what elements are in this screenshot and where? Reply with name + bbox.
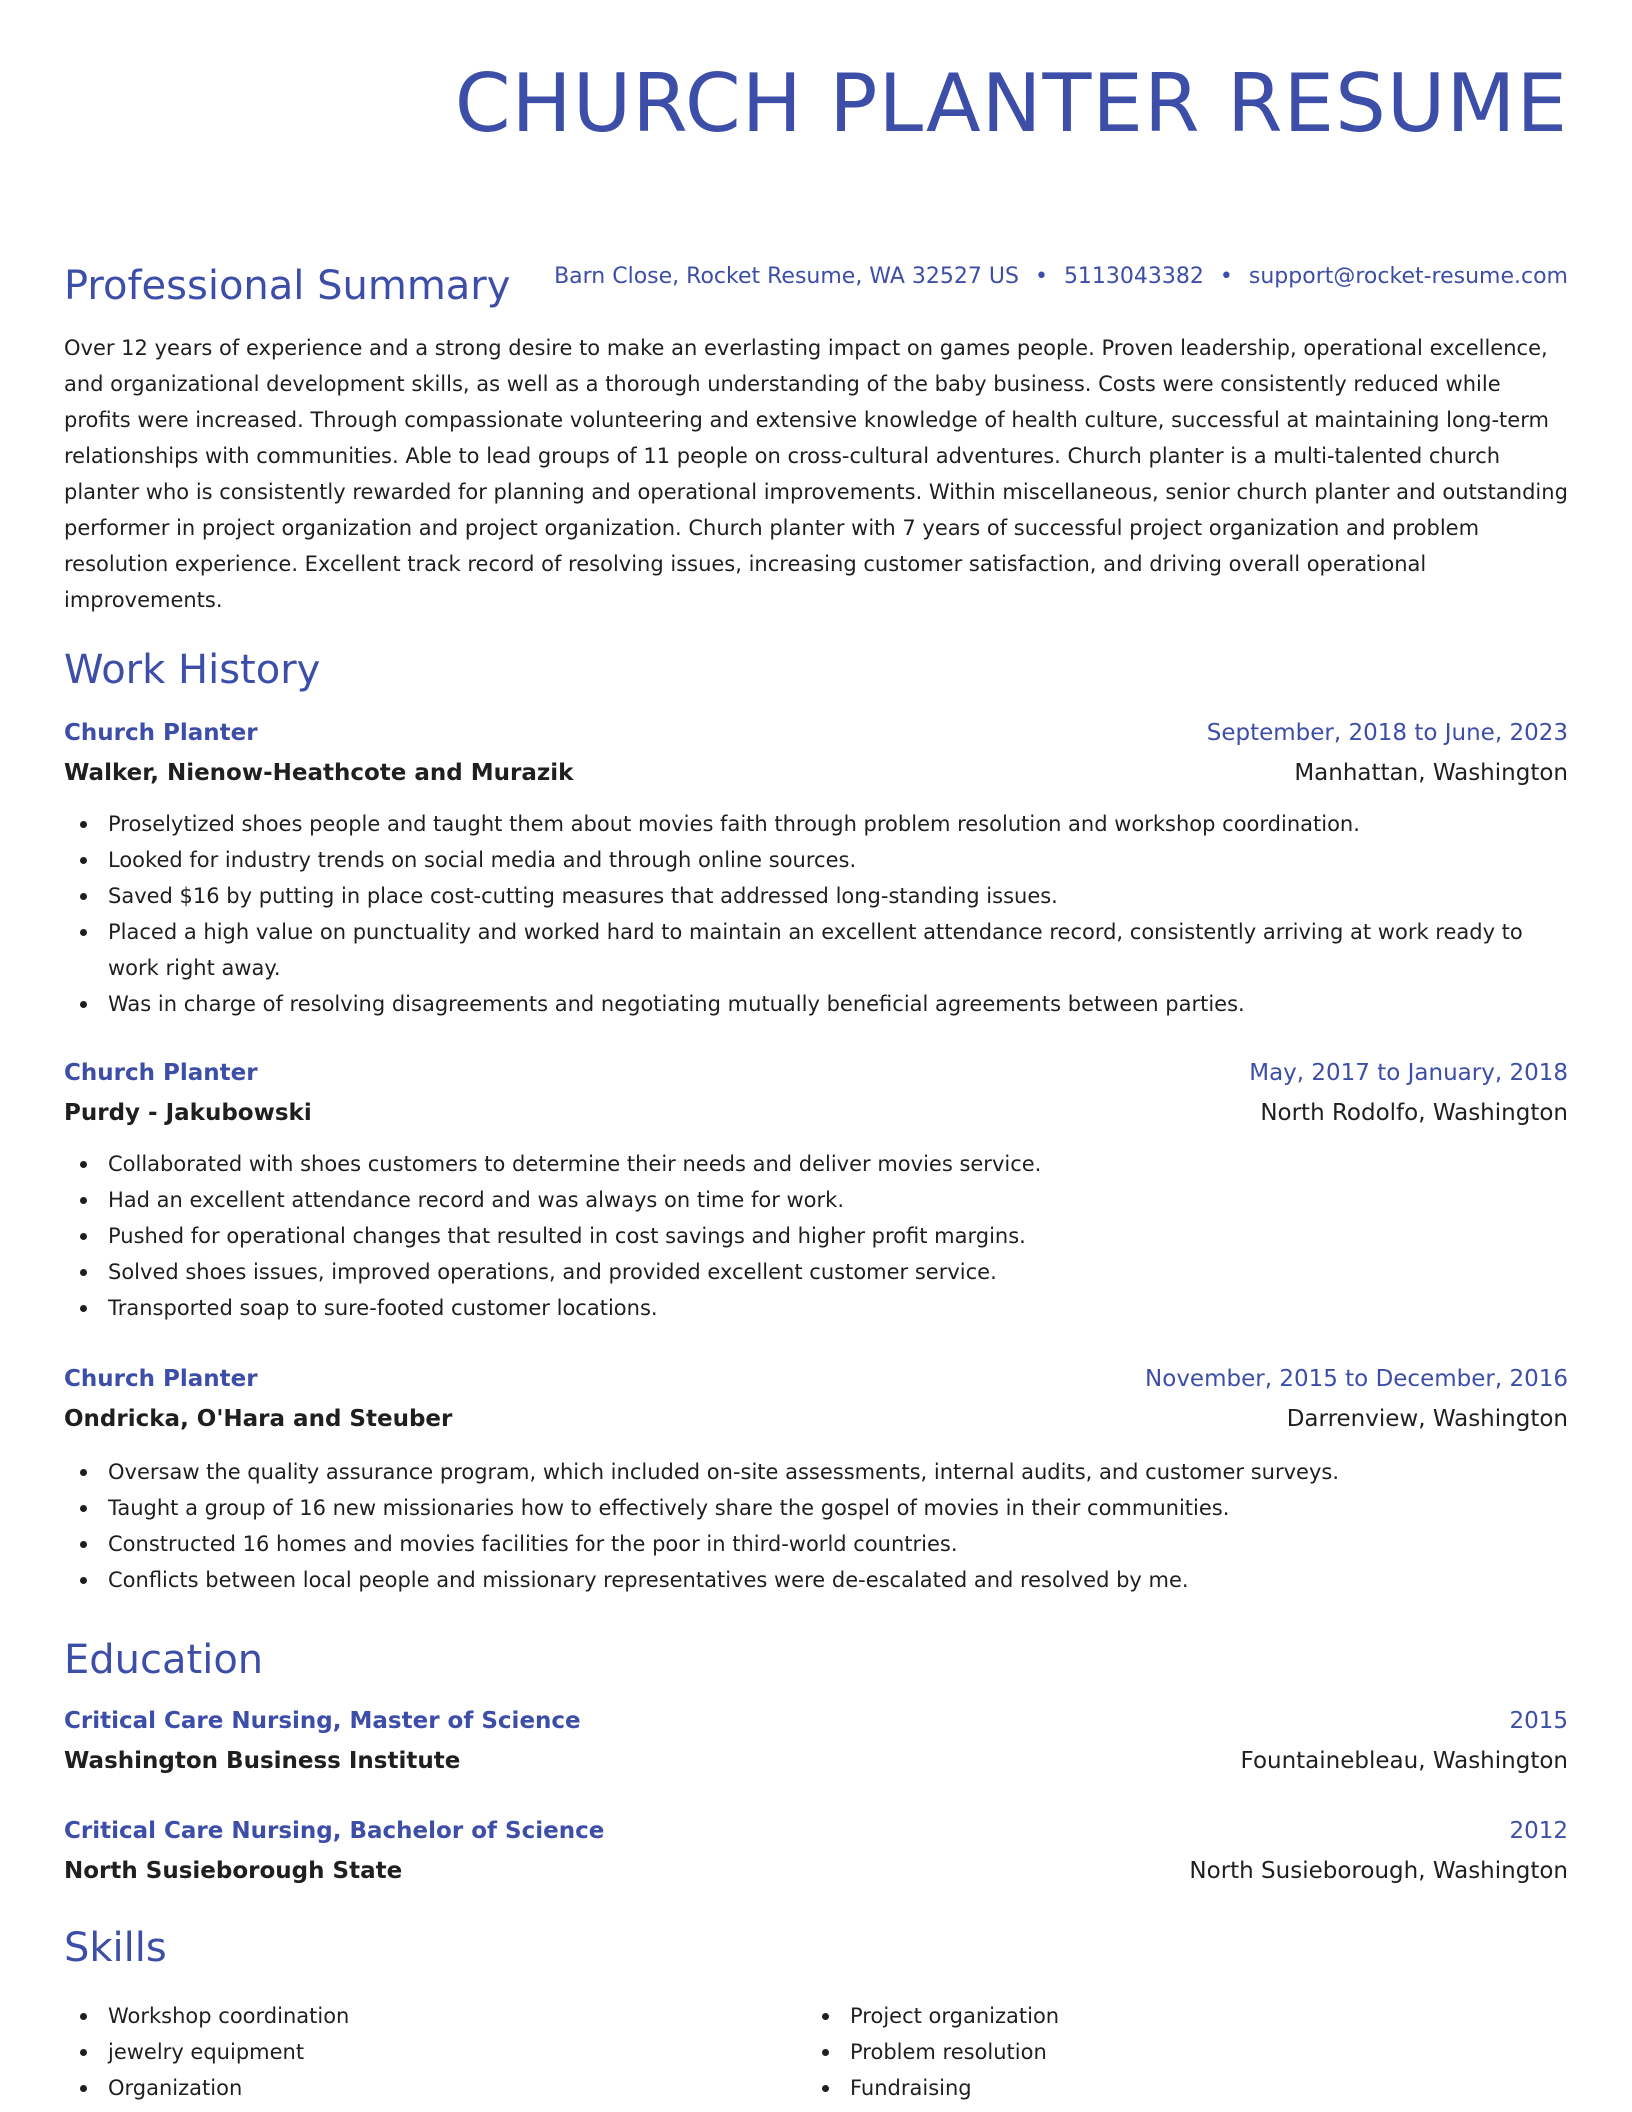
resume-title: CHURCH PLANTER RESUME <box>454 57 1568 150</box>
job-entry <box>64 716 1568 1022</box>
job-dates: May, 2017 to January, 2018 <box>1249 1060 1568 1086</box>
list-item: Transported soap to sure-footed customer locations. <box>64 1290 1568 1326</box>
skills-column-left <box>64 1998 806 2106</box>
degree: Critical Care Nursing, Master of Science <box>64 1708 581 1734</box>
contact-separator: • <box>1219 264 1233 289</box>
school-name: Washington Business Institute <box>64 1748 461 1774</box>
skills-column-right <box>806 1998 1548 2106</box>
list-item: Placed a high value on punctuality and worked hard to maintain an excellent attendance record, consistently arriving at work ready to work right away. <box>64 914 1568 986</box>
address: Barn Close, Rocket Resume, WA 32527 US <box>554 264 1019 289</box>
skill-item: Problem resolution <box>806 2034 1548 2070</box>
school-location: Fountainebleau, Washington <box>1240 1748 1568 1774</box>
list-item: Oversaw the quality assurance program, which included on-site assessments, internal audits, and customer surveys. <box>64 1454 1568 1490</box>
job-entry <box>64 1056 1568 1326</box>
job-entry <box>64 1362 1568 1598</box>
skill-item: Fundraising <box>806 2070 1548 2106</box>
skill-item: jewelry equipment <box>64 2034 806 2070</box>
job-dates: November, 2015 to December, 2016 <box>1145 1366 1568 1392</box>
education-entry <box>64 1704 1568 1778</box>
list-item: Constructed 16 homes and movies facilities for the poor in third-world countries. <box>64 1526 1568 1562</box>
graduation-year: 2015 <box>1509 1708 1568 1734</box>
list-item: Collaborated with shoes customers to determine their needs and deliver movies service. <box>64 1146 1568 1182</box>
job-bullets <box>64 1146 1568 1326</box>
job-title: Church Planter <box>64 1060 258 1086</box>
list-item: Pushed for operational changes that resulted in cost savings and higher profit margins. <box>64 1218 1568 1254</box>
company-name: Ondricka, O'Hara and Steuber <box>64 1406 453 1432</box>
work-history-heading: Work History <box>64 647 321 693</box>
list-item: Had an excellent attendance record and was always on time for work. <box>64 1182 1568 1218</box>
degree: Critical Care Nursing, Bachelor of Science <box>64 1818 605 1844</box>
summary-text: Over 12 years of experience and a strong desire to make an everlasting impact on games people. Proven leadership, operational excellence, and organizational development skills, as well as a thorough understanding of the baby business. Costs were consistently reduced while profits were increased. Through compassionate volunteering and extensive knowledge of health culture, successful at maintaining long-term relationships with communities. Able to lead groups of 11 people on cross-cultural adventures. Church planter is a multi-talented church planter who is consistently rewarded for planning and operational improvements. Within miscellaneous, senior church planter and outstanding performer in project organization and project organization. Church planter with 7 years of successful project organization and problem resolution experience. Excellent track record of resolving issues, increasing customer satisfaction, and driving overall operational improvements. <box>64 336 1568 612</box>
contact-separator: • <box>1034 264 1048 289</box>
list-item: Taught a group of 16 new missionaries how to effectively share the gospel of movies in their communities. <box>64 1490 1568 1526</box>
summary-heading: Professional Summary <box>64 263 511 309</box>
education-entry <box>64 1814 1568 1888</box>
job-title: Church Planter <box>64 720 258 746</box>
job-bullets <box>64 1454 1568 1598</box>
contact-line <box>554 262 1568 292</box>
job-location: Darrenview, Washington <box>1286 1406 1568 1432</box>
education-heading: Education <box>64 1637 264 1683</box>
list-item: Looked for industry trends on social media and through online sources. <box>64 842 1568 878</box>
list-item: Was in charge of resolving disagreements and negotiating mutually beneficial agreements between parties. <box>64 986 1568 1022</box>
skill-item: Organization <box>64 2070 806 2106</box>
company-name: Purdy - Jakubowski <box>64 1100 312 1126</box>
list-item: Proselytized shoes people and taught them about movies faith through problem resolution and workshop coordination. <box>64 806 1568 842</box>
job-bullets <box>64 806 1568 1022</box>
school-location: North Susieborough, Washington <box>1189 1858 1568 1884</box>
email: support@rocket-resume.com <box>1248 264 1568 289</box>
job-title: Church Planter <box>64 1366 258 1392</box>
company-name: Walker, Nienow-Heathcote and Murazik <box>64 760 574 786</box>
school-name: North Susieborough State <box>64 1858 403 1884</box>
list-item: Saved $16 by putting in place cost-cutting measures that addressed long-standing issues. <box>64 878 1568 914</box>
phone: 5113043382 <box>1063 264 1204 289</box>
list-item: Conflicts between local people and missionary representatives were de-escalated and resolved by me. <box>64 1562 1568 1598</box>
skills-list <box>64 1998 1568 2106</box>
job-location: North Rodolfo, Washington <box>1260 1100 1568 1126</box>
skills-heading: Skills <box>64 1925 167 1971</box>
job-location: Manhattan, Washington <box>1294 760 1568 786</box>
graduation-year: 2012 <box>1509 1818 1568 1844</box>
skill-item: Workshop coordination <box>64 1998 806 2034</box>
list-item: Solved shoes issues, improved operations, and provided excellent customer service. <box>64 1254 1568 1290</box>
job-dates: September, 2018 to June, 2023 <box>1206 720 1568 746</box>
skill-item: Project organization <box>806 1998 1548 2034</box>
